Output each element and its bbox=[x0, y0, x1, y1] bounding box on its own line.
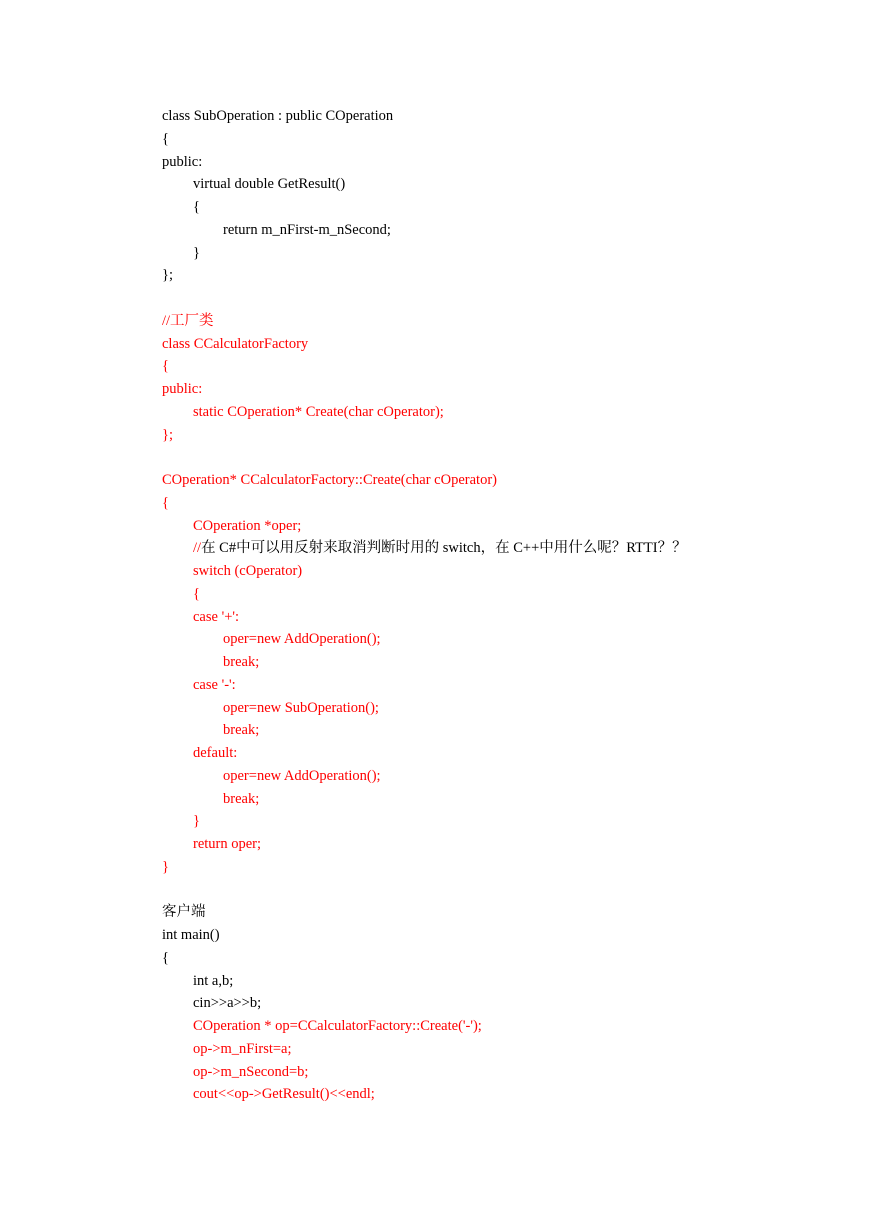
code-line: cout<<op->GetResult()<<endl; bbox=[193, 1086, 375, 1103]
code-line: } bbox=[193, 813, 200, 830]
code-line: case '+': bbox=[193, 608, 240, 625]
code-line: { bbox=[162, 949, 169, 966]
code-document bbox=[162, 105, 822, 1106]
code-line: oper=new AddOperation(); bbox=[223, 631, 381, 648]
code-line: 客户端 bbox=[162, 904, 206, 921]
code-line: { bbox=[193, 199, 200, 215]
code-line: break; bbox=[223, 722, 260, 739]
code-line: return m_nFirst-m_nSecond; bbox=[223, 221, 391, 238]
code-line: COperation *oper; bbox=[193, 517, 302, 534]
code-line: class CCalculatorFactory bbox=[162, 335, 309, 352]
blank-line bbox=[162, 446, 822, 469]
comment-text: 在 C#中可以用反射来取消判断时用的 switch，在 C++中用什么呢？RTTI？？ bbox=[201, 540, 687, 557]
code-line: }; bbox=[162, 426, 173, 443]
code-line: }; bbox=[162, 267, 173, 284]
code-line: int a,b; bbox=[193, 972, 234, 989]
code-line: class SubOperation : public COperation bbox=[162, 108, 394, 124]
blank-line bbox=[162, 879, 822, 902]
code-line: } bbox=[193, 244, 200, 261]
code-line: { bbox=[162, 130, 169, 147]
code-line: case '-': bbox=[193, 676, 236, 693]
code-line: { bbox=[193, 585, 200, 602]
code-line: //工厂类 bbox=[162, 312, 214, 329]
code-line: virtual double GetResult() bbox=[193, 176, 346, 193]
code-line: default: bbox=[193, 745, 238, 761]
code-line: op->m_nFirst=a; bbox=[193, 1040, 292, 1057]
code-line: public: bbox=[162, 381, 203, 397]
code-line: switch (cOperator) bbox=[193, 563, 303, 579]
code-line: oper=new SubOperation(); bbox=[223, 699, 379, 716]
code-line: break; bbox=[223, 654, 260, 670]
code-line: op->m_nSecond=b; bbox=[193, 1063, 309, 1080]
code-line: break; bbox=[223, 790, 260, 807]
code-line: COperation * op=CCalculatorFactory::Create('-'); bbox=[193, 1018, 482, 1034]
code-line: oper=new AddOperation(); bbox=[223, 767, 381, 784]
code-line: { bbox=[162, 494, 169, 511]
code-line: public: bbox=[162, 153, 203, 170]
code-line: return oper; bbox=[193, 836, 262, 852]
code-line: int main() bbox=[162, 927, 220, 943]
code-line: cin>>a>>b; bbox=[193, 995, 262, 1012]
blank-line bbox=[162, 287, 822, 310]
comment-marker: // bbox=[193, 540, 202, 557]
code-line: static COperation* Create(char cOperator); bbox=[193, 403, 444, 420]
code-line: COperation* CCalculatorFactory::Create(char cOperator) bbox=[162, 472, 497, 488]
code-line: } bbox=[162, 858, 169, 875]
code-line bbox=[162, 537, 822, 560]
code-line: { bbox=[162, 358, 169, 375]
